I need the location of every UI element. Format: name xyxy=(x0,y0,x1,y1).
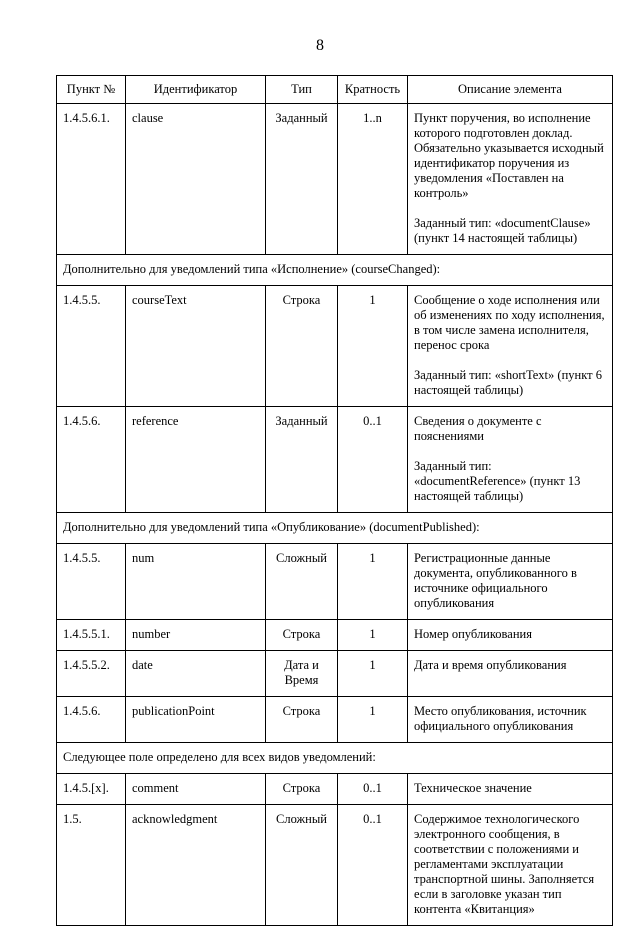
description-cell xyxy=(408,407,613,513)
description-cell xyxy=(408,774,613,805)
table-row xyxy=(57,697,613,743)
identifier-cell: clause xyxy=(126,104,266,255)
section-row xyxy=(57,743,613,774)
table-header-row xyxy=(57,76,613,104)
header-cell: Тип xyxy=(266,76,338,104)
type-cell: Сложный xyxy=(266,544,338,620)
description-cell xyxy=(408,544,613,620)
description-paragraph: Техническое значение xyxy=(414,781,532,795)
description-paragraph: Дата и время опубликования xyxy=(414,658,567,672)
description-cell xyxy=(408,651,613,697)
description-cell xyxy=(408,286,613,407)
table-body xyxy=(57,104,613,926)
table-row xyxy=(57,286,613,407)
table-row xyxy=(57,407,613,513)
identifier-cell: reference xyxy=(126,407,266,513)
table-row xyxy=(57,651,613,697)
item-number-cell: 1.4.5.5.1. xyxy=(57,620,126,651)
description-cell xyxy=(408,620,613,651)
cardinality-cell: 1 xyxy=(338,620,408,651)
type-cell: Строка xyxy=(266,774,338,805)
identifier-cell: publicationPoint xyxy=(126,697,266,743)
identifier-cell: num xyxy=(126,544,266,620)
item-number-cell: 1.4.5.5. xyxy=(57,286,126,407)
description-cell xyxy=(408,104,613,255)
cardinality-cell: 1 xyxy=(338,651,408,697)
section-label: Следующее поле определено для всех видов уведомлений: xyxy=(57,743,613,774)
item-number-cell: 1.4.5.5. xyxy=(57,544,126,620)
cardinality-cell: 0..1 xyxy=(338,774,408,805)
cardinality-cell: 1 xyxy=(338,286,408,407)
table-row xyxy=(57,544,613,620)
description-cell xyxy=(408,805,613,926)
table-row xyxy=(57,104,613,255)
description-paragraph: Пункт поручения, во исполнение которого подготовлен доклад. Обязательно указывается исходный идентификатор поручения из уведомления «Поставлен на контроль» xyxy=(414,111,604,200)
header-cell: Кратность xyxy=(338,76,408,104)
description-paragraph: Заданный тип: «documentClause» (пункт 14 настоящей таблицы) xyxy=(414,216,591,245)
item-number-cell: 1.4.5.6. xyxy=(57,697,126,743)
item-number-cell: 1.4.5.5.2. xyxy=(57,651,126,697)
identifier-cell: courseText xyxy=(126,286,266,407)
page-number: 8 xyxy=(316,37,324,54)
cardinality-cell: 1..n xyxy=(338,104,408,255)
item-number-cell: 1.4.5.6. xyxy=(57,407,126,513)
type-cell: Строка xyxy=(266,620,338,651)
section-row xyxy=(57,513,613,544)
type-cell: Сложный xyxy=(266,805,338,926)
spec-table xyxy=(56,75,613,926)
type-cell: Строка xyxy=(266,697,338,743)
type-cell: Дата и Время xyxy=(266,651,338,697)
section-row xyxy=(57,255,613,286)
cardinality-cell: 1 xyxy=(338,697,408,743)
description-paragraph: Заданный тип: «shortText» (пункт 6 настоящей таблицы) xyxy=(414,368,602,397)
identifier-cell: number xyxy=(126,620,266,651)
cardinality-cell: 1 xyxy=(338,544,408,620)
header-cell: Пункт № xyxy=(57,76,126,104)
item-number-cell: 1.5. xyxy=(57,805,126,926)
type-cell: Заданный xyxy=(266,104,338,255)
item-number-cell: 1.4.5.[x]. xyxy=(57,774,126,805)
table-row xyxy=(57,805,613,926)
table-row xyxy=(57,774,613,805)
section-label: Дополнительно для уведомлений типа «Опубликование» (documentPublished): xyxy=(57,513,613,544)
description-paragraph: Регистрационные данные документа, опубликованного в источнике официального опубликования xyxy=(414,551,577,610)
description-paragraph: Номер опубликования xyxy=(414,627,532,641)
identifier-cell: date xyxy=(126,651,266,697)
type-cell: Строка xyxy=(266,286,338,407)
header-cell: Описание элемента xyxy=(408,76,613,104)
description-paragraph: Содержимое технологического электронного сообщения, в соответствии с положениями и регламентами эксплуатации транспортной шины. Заполняется если в заголовке указан тип контента «Квитанция» xyxy=(414,812,595,916)
identifier-cell: comment xyxy=(126,774,266,805)
cardinality-cell: 0..1 xyxy=(338,805,408,926)
table-row xyxy=(57,620,613,651)
item-number-cell: 1.4.5.6.1. xyxy=(57,104,126,255)
description-paragraph: Место опубликования, источник официального опубликования xyxy=(414,704,587,733)
header-cell: Идентификатор xyxy=(126,76,266,104)
cardinality-cell: 0..1 xyxy=(338,407,408,513)
description-cell xyxy=(408,697,613,743)
description-paragraph: Заданный тип: «documentReference» (пункт 13 настоящей таблицы) xyxy=(414,459,581,503)
type-cell: Заданный xyxy=(266,407,338,513)
section-label: Дополнительно для уведомлений типа «Исполнение» (courseChanged): xyxy=(57,255,613,286)
description-paragraph: Сообщение о ходе исполнения или об изменениях по ходу исполнения, в том числе замена исполнителя, перенос срока xyxy=(414,293,605,352)
description-paragraph: Сведения о документе с пояснениями xyxy=(414,414,542,443)
identifier-cell: acknowledgment xyxy=(126,805,266,926)
